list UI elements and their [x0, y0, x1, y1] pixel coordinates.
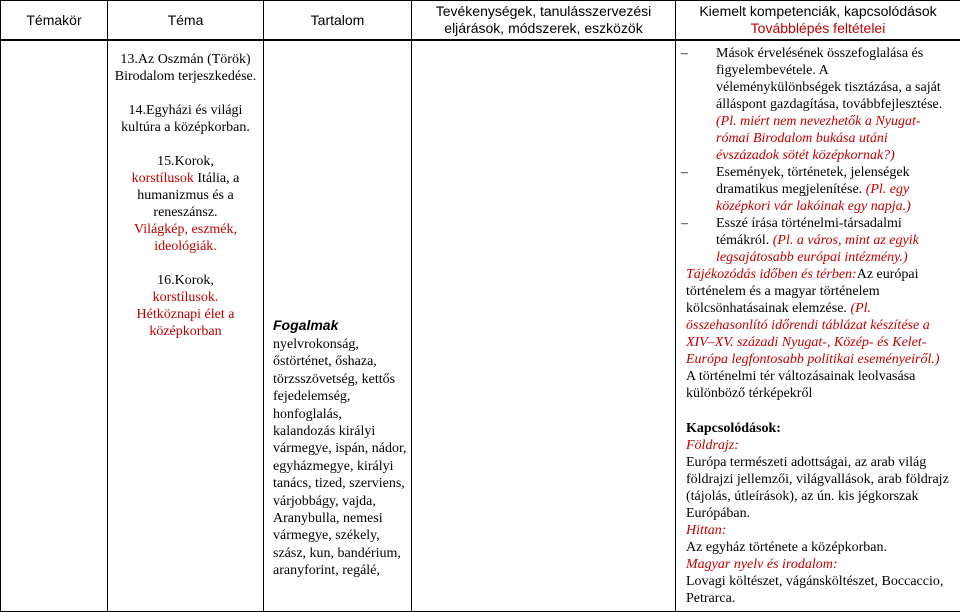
content-row: [1, 40, 960, 612]
dash-icon: –: [681, 46, 688, 61]
header-tevekenysegek-line2: eljárások, módszerek, eszközök: [444, 20, 643, 36]
topic-15: [114, 153, 257, 255]
topics-cell: [108, 40, 264, 612]
geo-label: Földrajz:: [686, 438, 739, 453]
header-temakor: Témakör: [1, 1, 108, 41]
competency-item-1-example: (Pl. miért nem nevezhetők a Nyugat-római Birodalom bukása utáni évszázadok sötét középkornak?): [716, 114, 921, 163]
topic-14: 14.Egyházi és világi kultúra a középkorban.: [121, 103, 250, 135]
competency-item-2: [681, 164, 950, 215]
literature-label: Magyar nyelv és irodalom:: [686, 557, 838, 572]
activities-cell: [412, 40, 676, 612]
orientation-label: Tájékozódás időben és térben:: [686, 267, 857, 282]
competency-item-2-text: Események, történetek, jelenségek dramatikus megjelenítése.: [716, 165, 910, 197]
competency-item-1: [681, 45, 950, 164]
competency-item-3-text: Esszé írása történelmi-társadalmi témákról.: [716, 216, 902, 248]
header-tema: Téma: [108, 1, 264, 41]
topic-15-korstilusok: korstílusok: [131, 171, 194, 186]
competency-item-2-example: (Pl. egy középkori vár lakóinak egy napja.): [716, 182, 911, 214]
orientation-text-2: A történelmi tér változásainak leolvasása különböző térképekről: [686, 369, 916, 401]
topic-15-number: 15.Korok,: [157, 154, 214, 169]
header-tevekenysegek-line1: Tevékenységek, tanulásszervezési: [435, 3, 652, 19]
topic-13: 13.Az Oszmán (Török) Birodalom terjeszkedése.: [114, 52, 257, 84]
topic-16-number: 16.Korok,: [157, 273, 214, 288]
hittan-text: Az egyház története a középkorban.: [686, 540, 887, 555]
competency-item-3-example: (Pl. a város, mint az egyik legsajátosabb európai intézmény.): [716, 233, 919, 265]
header-tovabblepes: Továbblépés feltételei: [750, 20, 886, 36]
orientation-text: Az európai történelem és a magyar történelem kölcsönhatásainak elemzése.: [686, 267, 919, 316]
header-kompetenciak: [676, 1, 960, 41]
fogalmak-heading: Fogalmak: [273, 317, 339, 333]
topic-16-korstilusok: korstílusok.: [152, 290, 219, 305]
header-kompetenciak-line1: Kiemelt kompetenciák, kapcsolódások: [699, 3, 937, 19]
orientation-example: (Pl. összehasonlító időrendi táblázat készítése a XIV–XV. századi Nyugat-, Közép- és Kelet-Európa legfontosabb politikai eseményeiről.): [686, 301, 940, 367]
competency-item-3: [681, 215, 950, 266]
topic-15-vilagkep: Világkép, eszmék, ideológiák.: [134, 222, 237, 254]
hittan-label: Hittan:: [686, 523, 727, 538]
competencies-cell: [676, 40, 960, 612]
literature-text: Lovagi költészet, vágánsköltészet, Boccaccio, Petrarca.: [686, 574, 944, 606]
links-heading: Kapcsolódások:: [686, 421, 781, 436]
header-row: [1, 1, 960, 41]
topic-16: [114, 272, 257, 340]
dash-icon: –: [681, 216, 688, 231]
header-tartalom: Tartalom: [264, 1, 412, 41]
header-tevekenysegek: [412, 1, 676, 41]
fogalmak-terms: nyelvrokonság, őstörténet, őshaza, törzsszövetség, kettős fejedelemség, honfoglalás, kalandozás királyi vármegye, ispán, nádor, egyházmegye, királyi tanács, tized, szerviens, várjobbágy, vajda, Aranybulla, nemesi vármegye, székely, szász, kun, bandérium, aranyforint, regálé,: [273, 337, 407, 579]
orientation-paragraph: [686, 266, 950, 402]
topic-16-hetkoznapi: Hétköznapi élet a középkorban: [136, 307, 235, 339]
topic-15-text: Itália, a humanizmus és a reneszánsz.: [137, 171, 240, 220]
geo-text: Európa természeti adottságai, az arab világ földrajzi jellemzői, világvallások, arab földrajz (tájolás, útleírások), az ún. kis jégkorszak Európában.: [686, 455, 949, 521]
competency-item-1-text: Mások érvelésének összefoglalása és figyelembevétele. A véleménykülönbségek tisztázása, a saját álláspont gazdagítása, továbbfejlesztése.: [716, 46, 943, 112]
dash-icon: –: [681, 165, 688, 180]
content-cell: [264, 40, 412, 612]
temakor-cell: [1, 40, 108, 612]
